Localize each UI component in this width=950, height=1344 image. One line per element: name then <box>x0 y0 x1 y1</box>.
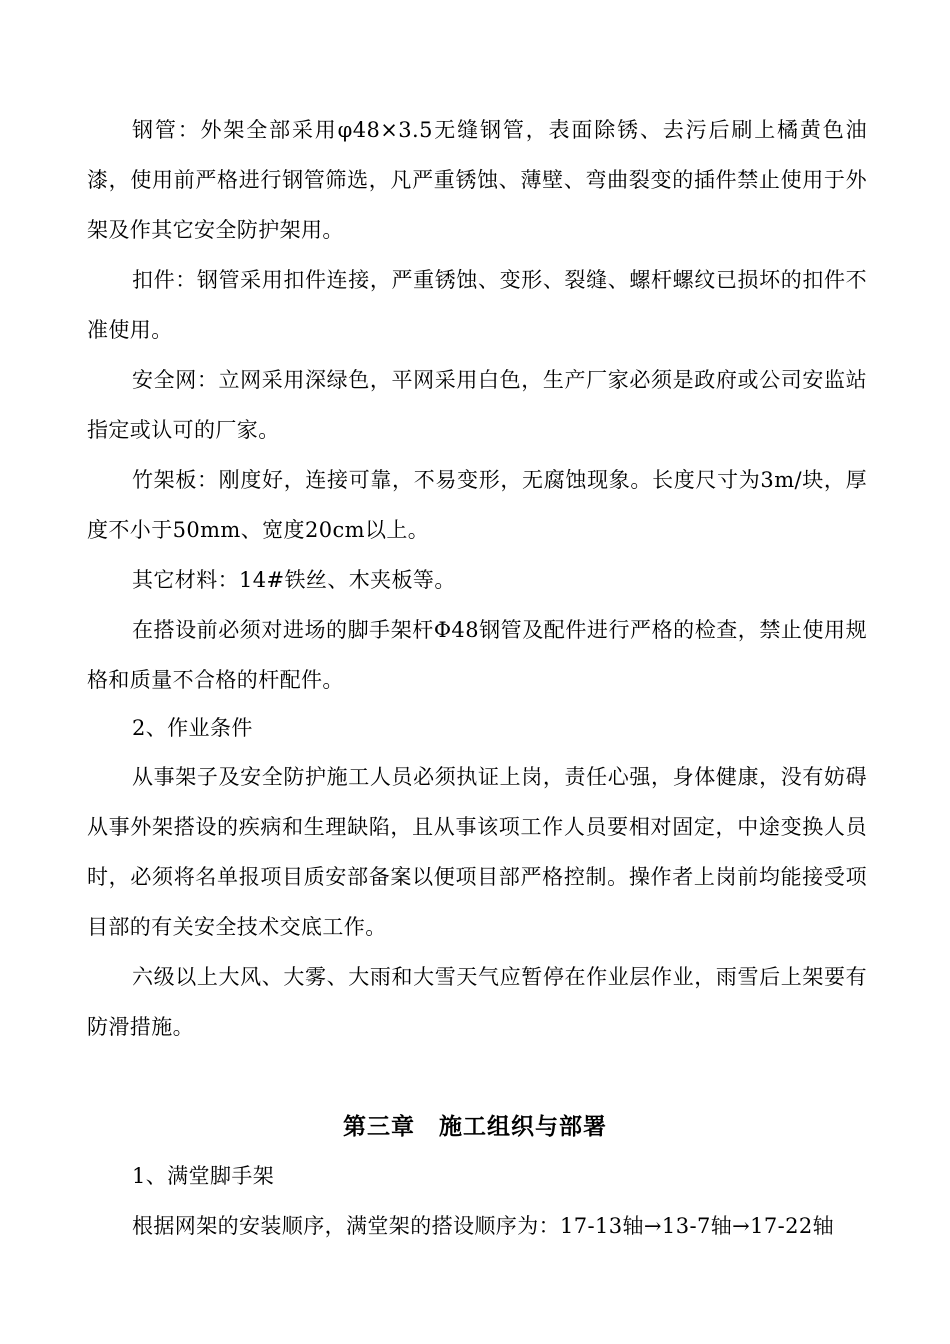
chapter-heading: 第三章 施工组织与部署 <box>343 1113 607 1140</box>
section-work-conditions: 2、作业条件 <box>132 716 253 740</box>
paragraph-sequence: 根据网架的安装顺序，满堂架的搭设顺序为：17-13轴→13-7轴→17-22轴 <box>132 1214 835 1238</box>
paragraph-safety-net: 安全网：立网采用深绿色，平网采用白色，生产厂家必须是政府或公司安监站指定或认可的厂家。 <box>87 368 867 442</box>
paragraph-inspection: 在搭设前必须对进场的脚手架杆Φ48钢管及配件进行严格的检查，禁止使用规格和质量不合格的杆配件。 <box>87 618 867 692</box>
paragraph-other-materials: 其它材料：14#铁丝、木夹板等。 <box>132 568 456 592</box>
paragraph-bamboo-board: 竹架板：刚度好，连接可靠，不易变形，无腐蚀现象。长度尺寸为3m/块，厚度不小于50mm、宽度20cm以上。 <box>87 468 867 542</box>
paragraph-steel-pipe: 钢管：外架全部采用φ48×3.5无缝钢管，表面除锈、去污后刷上橘黄色油漆，使用前严格进行钢管筛选，凡严重锈蚀、薄壁、弯曲裂变的插件禁止使用于外架及作其它安全防护架用。 <box>87 118 867 242</box>
paragraph-personnel: 从事架子及安全防护施工人员必须执证上岗，责任心强，身体健康，没有妨碍从事外架搭设的疾病和生理缺陷，且从事该项工作人员要相对固定，中途变换人员时，必须将名单报项目质安部备案以便项目部严格控制。操作者上岗前均能接受项目部的有关安全技术交底工作。 <box>87 765 867 939</box>
paragraph-fastener: 扣件：钢管采用扣件连接，严重锈蚀、变形、裂缝、螺杆螺纹已损坏的扣件不准使用。 <box>87 268 867 342</box>
section-full-scaffold: 1、满堂脚手架 <box>132 1164 275 1188</box>
paragraph-weather: 六级以上大风、大雾、大雨和大雪天气应暂停在作业层作业，雨雪后上架要有防滑措施。 <box>87 965 867 1039</box>
